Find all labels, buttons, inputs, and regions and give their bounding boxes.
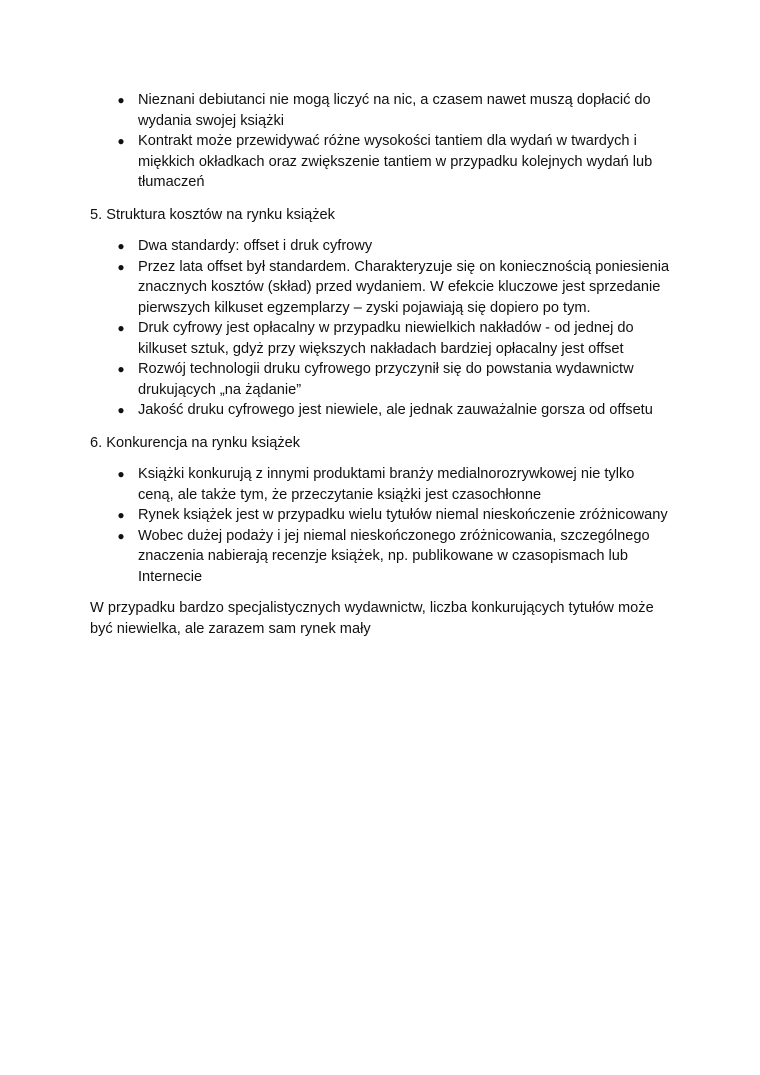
section-6-heading: 6. Konkurencja na rynku książek — [90, 434, 301, 451]
list-item-text: Dwa standardy: offset i druk cyfrowy — [138, 238, 373, 254]
list-item-text: Rozwój technologii druku cyfrowego przyczynił się do powstania wydawnictw drukujących „na żądanie” — [138, 361, 634, 398]
section-6-bullet-list — [90, 464, 670, 587]
list-item — [90, 131, 670, 193]
list-item — [90, 236, 670, 257]
list-item-text: Rynek książek jest w przypadku wielu tytułów niemal nieskończenie zróżnicowany — [138, 507, 668, 523]
list-item — [90, 526, 670, 588]
bullet-icon: ● — [117, 134, 125, 148]
list-item-text: Przez lata offset był standardem. Charakteryzuje się on koniecznością poniesienia znacznych kosztów (skład) przed wydaniem. W efekcie kluczowe jest sprzedanie pierwszych kilkuset egzemplarzy – zyski pojawiają się dopiero po tym. — [138, 258, 670, 316]
bullet-icon: ● — [117, 321, 125, 335]
list-item-text: Nieznani debiutanci nie mogą liczyć na nic, a czasem nawet muszą dopłacić do wydania swojej książki — [138, 92, 651, 129]
bullet-icon: ● — [117, 93, 125, 107]
list-item — [90, 318, 670, 359]
bullet-icon: ● — [117, 362, 125, 376]
list-item — [90, 359, 670, 400]
list-item-text: Wobec dużej podaży i jej niemal nieskończonego zróżnicowania, szczególnego znaczenia nabierają recenzje książek, np. publikowane w czasopismach lub Internecie — [138, 527, 650, 585]
list-item — [90, 505, 670, 526]
bullet-icon: ● — [117, 528, 125, 543]
list-item — [90, 90, 670, 131]
list-item — [90, 257, 670, 319]
list-item-text: Druk cyfrowy jest opłacalny w przypadku niewielkich nakładów - od jednej do kilkuset sztuk, gdyż przy większych nakładach bardziej opłacalny jest offset — [138, 320, 634, 357]
closing-paragraph: W przypadku bardzo specjalistycznych wydawnictw, liczba konkurujących tytułów może być niewielka, ale zarazem sam rynek mały — [90, 600, 654, 637]
bullet-icon: ● — [117, 259, 125, 274]
bullet-icon: ● — [117, 508, 125, 522]
section-5-bullet-list — [90, 236, 670, 421]
bullet-icon: ● — [117, 467, 125, 481]
document-content — [90, 90, 670, 639]
bullet-icon: ● — [117, 403, 125, 417]
bullet-icon: ● — [117, 239, 125, 253]
list-item-text: Książki konkurują z innymi produktami branży medialnorozrywkowej nie tylko ceną, ale także tym, że przeczytanie książki jest czasochłonne — [138, 466, 635, 503]
list-item-text: Jakość druku cyfrowego jest niewiele, ale jednak zauważalnie gorsza od offsetu — [138, 402, 653, 418]
list-item — [90, 400, 670, 421]
list-item-text: Kontrakt może przewidywać różne wysokości tantiem dla wydań w twardych i miękkich okładkach oraz zwiększenie tantiem w przypadku kolejnych wydań lub tłumaczeń — [138, 133, 653, 190]
list-item — [90, 464, 670, 505]
intro-bullet-list — [90, 90, 670, 193]
section-5-heading: 5. Struktura kosztów na rynku książek — [90, 206, 335, 223]
